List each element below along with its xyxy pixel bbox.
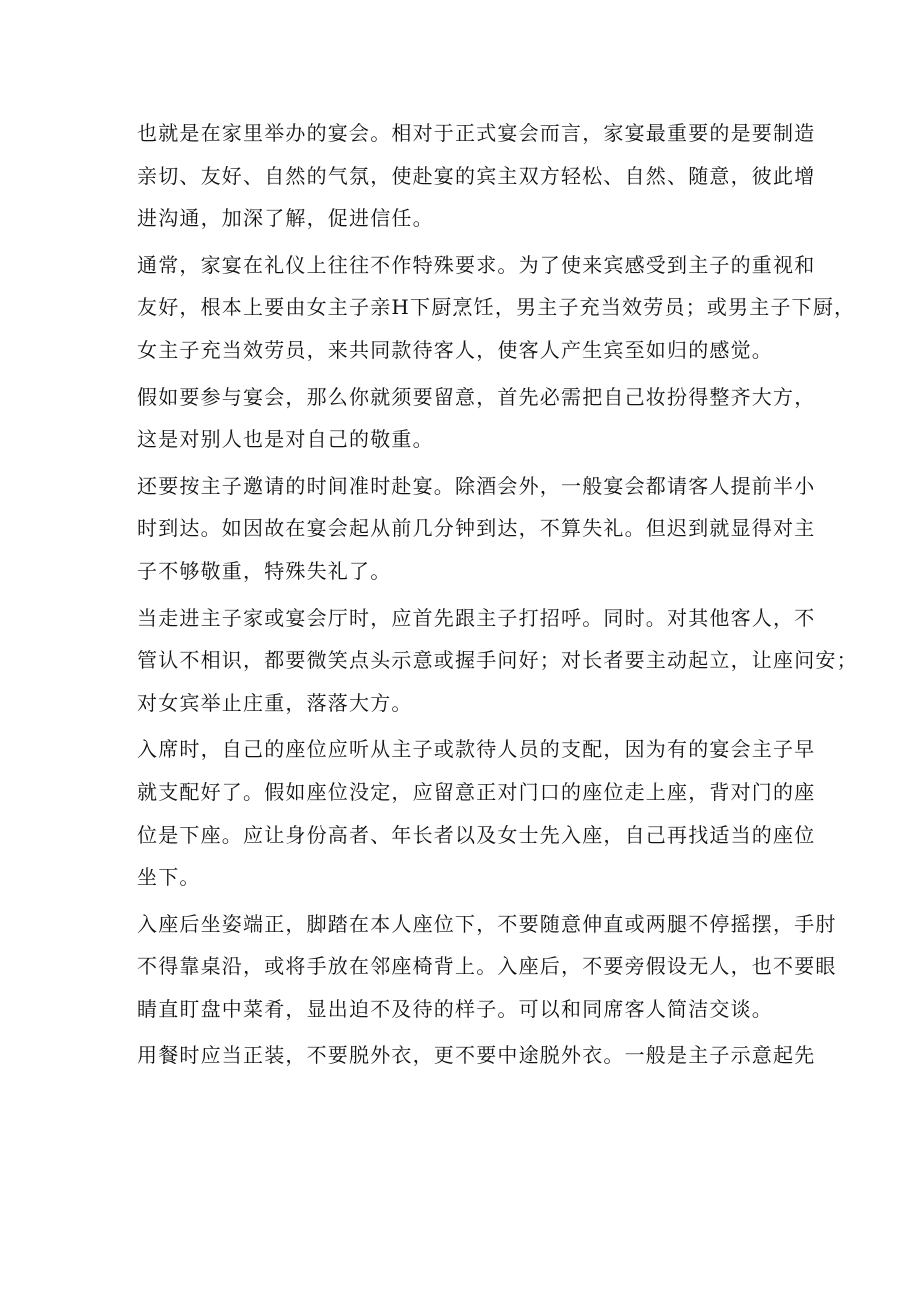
- text-line: 用餐时应当正装，不要脱外衣，更不要中途脱外衣。一般是主子示意起先: [137, 1043, 816, 1068]
- text-line: 当走进主子家或宴会厅时，应首先跟主子打招呼。同时。对其他客人，不: [137, 605, 816, 630]
- paragraph-host-roles: [137, 244, 856, 372]
- paragraph-greetings: [137, 597, 858, 725]
- paragraph-arrive-on-time: [137, 465, 816, 593]
- paragraph-family-banquet-definition: [137, 112, 816, 240]
- document-body: [137, 112, 858, 1081]
- text-line: 亲切、友好、自然的气氛，使赴宴的宾主双方轻松、自然、随意，彼此增: [137, 163, 816, 188]
- text-line: 也就是在家里举办的宴会。相对于正式宴会而言，家宴最重要的是要制造: [137, 121, 816, 145]
- paragraph-seating: [137, 728, 816, 898]
- text-line: 对女宾举止庄重，落落大方。: [137, 690, 413, 715]
- text-line: 这是对别人也是对自己的敬重。: [137, 427, 434, 452]
- text-line: 坐下。: [137, 865, 201, 890]
- paragraph-posture: [137, 903, 837, 1031]
- text-line: 进沟通，加深了解，促进信任。: [137, 206, 434, 231]
- text-line: 子不够敬重，特殊失礼了。: [137, 558, 392, 583]
- text-line: 还要按主子邀请的时间准时赴宴。除酒会外，一般宴会都请客人提前半小: [137, 473, 816, 498]
- text-line: 通常，家宴在礼仪上往往不作特殊要求。为了使来宾感受到主子的重视和: [137, 252, 816, 277]
- paragraph-dress-neatly: [137, 376, 816, 461]
- text-line: 时到达。如因故在宴会起从前几分钟到达，不算失礼。但迟到就显得对主: [137, 516, 816, 541]
- text-line: 入席时，自己的座位应听从主子或款待人员的支配，因为有的宴会主子早: [137, 737, 816, 762]
- text-line: 友好，根本上要由女主子亲H下厨烹饪，男主子充当效劳员；或男主子下厨，: [137, 295, 856, 320]
- paragraph-dining-attire: [137, 1034, 816, 1077]
- text-line: 就支配好了。假如座位没定，应留意正对门口的座位走上座，背对门的座: [137, 779, 816, 804]
- text-line: 睛直盯盘中菜肴，显出迫不及待的样子。可以和同席客人简洁交谈。: [137, 996, 773, 1021]
- text-line: 入座后坐姿端正，脚踏在本人座位下，不要随意伸直或两腿不停摇摆，手肘: [137, 911, 837, 936]
- text-line: 位是下座。应让身份高者、年长者以及女士先入座，自己再找适当的座位: [137, 822, 816, 847]
- text-line: 假如要参与宴会，那么你就须要留意，首先必需把自己妆扮得整齐大方，: [137, 384, 816, 409]
- text-line: 不得靠桌沿，或将手放在邻座椅背上。入座后，不要旁假设无人，也不要眼: [137, 954, 837, 979]
- text-line: 女主子充当效劳员，来共同款待客人，使客人产生宾至如归的感觉。: [137, 337, 773, 362]
- text-line: 管认不相识，都要微笑点头示意或握手问好；对长者要主动起立，让座问安；: [137, 648, 858, 673]
